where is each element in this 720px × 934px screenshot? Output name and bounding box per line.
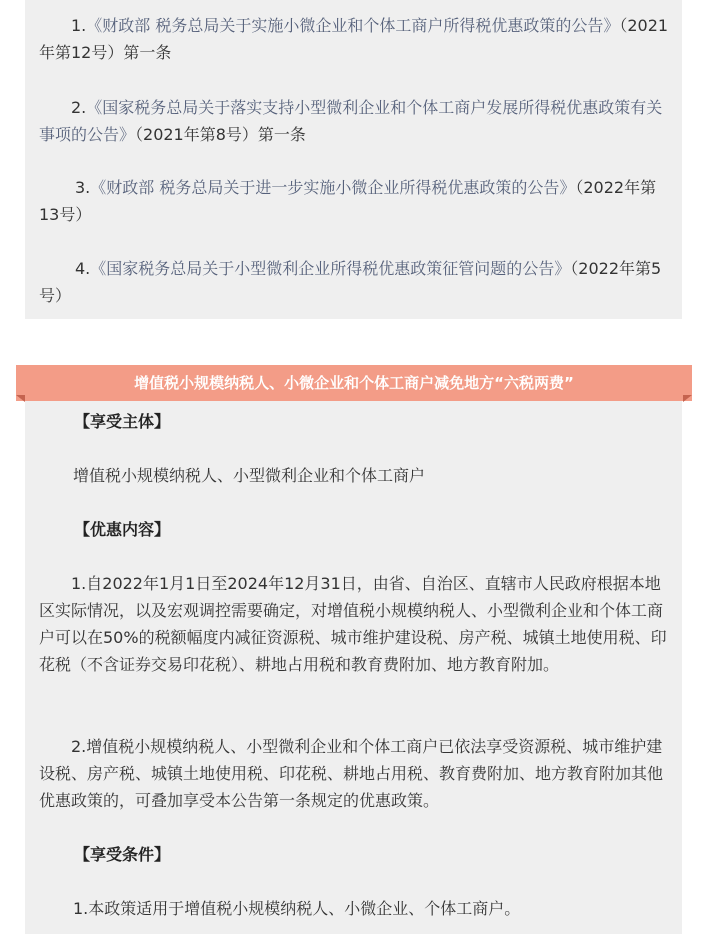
reference-note: （2021年第12号）第一条 [39, 16, 669, 62]
reference-item-4 [39, 255, 675, 309]
reference-number: 4. [75, 259, 91, 278]
reference-number: 2. [71, 98, 87, 117]
content-item-1: 1.自2022年1月1日至2024年12月31日，由省、自治区、直辖市人民政府根据本地区实际情况，以及宏观调控需要确定，对增值税小规模纳税人、小型微利企业和个体工商户可以在50%的税额幅度内减征资源税、城市维护建设税、房产税、城镇土地使用税、印花税（不含证券交易印花税）、耕地占用税和教育费附加、地方教育附加。 [39, 574, 667, 674]
reference-note: （2021年第8号）第一条 [135, 125, 306, 144]
reference-link[interactable]: 《国家税务总局关于落实支持小型微利企业和个体工商户发展所得税优惠政策有关事项的公告》 [39, 98, 663, 144]
reference-number: 3. [75, 178, 91, 197]
subject-heading: 【享受主体】 [74, 412, 171, 431]
content-item-2: 2.增值税小规模纳税人、小型微利企业和个体工商户已依法享受资源税、城市维护建设税、房产税、城镇土地使用税、印花税、耕地占用税、教育费附加、地方教育附加其他优惠政策的，可叠加享受本公告第一条规定的优惠政策。 [39, 737, 664, 810]
reference-link[interactable]: 《国家税务总局关于小型微利企业所得税优惠政策征管问题的公告》 [90, 259, 571, 278]
reference-link[interactable]: 《财政部 税务总局关于进一步实施小微企业所得税优惠政策的公告》 [90, 178, 576, 197]
section-banner-title: 增值税小规模纳税人、小微企业和个体工商户减免地方“六税两费” [134, 374, 574, 392]
reference-note: （2022年第5号） [39, 259, 662, 305]
content-heading: 【优惠内容】 [74, 520, 171, 539]
reference-item-2 [39, 94, 675, 148]
reference-note: （2022年第13号） [39, 178, 657, 224]
reference-number: 1. [71, 16, 87, 35]
reference-link[interactable]: 《财政部 税务总局关于实施小微企业和个体工商户所得税优惠政策的公告》 [86, 16, 620, 35]
subject-text: 增值税小规模纳税人、小型微利企业和个体工商户 [73, 466, 426, 485]
conditions-heading: 【享受条件】 [74, 845, 171, 864]
reference-item-3 [39, 174, 675, 228]
conditions-item-1: 1.本政策适用于增值税小规模纳税人、小微企业、个体工商户。 [73, 899, 521, 918]
reference-item-1 [39, 12, 675, 66]
